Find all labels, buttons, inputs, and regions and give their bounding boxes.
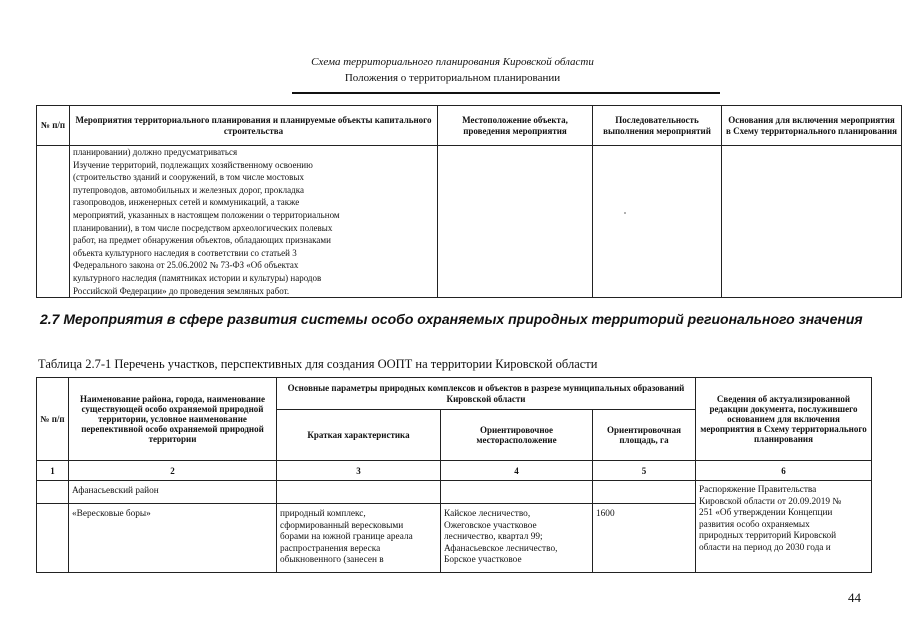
empty-cell — [277, 481, 441, 504]
text-line: Федерального закона от 25.06.2002 № 73-ФЗ «Об объектах — [73, 260, 299, 271]
document-header-subtitle: Положения о территориальном планировании — [344, 72, 561, 84]
text-line: развития особо охраняемых — [699, 519, 810, 530]
location-cell — [441, 504, 593, 573]
text-line: 251 «Об утверждении Концепции — [699, 508, 833, 519]
text-line: Афанасьевское лесничество, — [444, 543, 558, 554]
header-rule — [292, 92, 720, 94]
text-line: путепроводов, автомобильных и железных дорог, прокладка — [73, 184, 304, 195]
col-header-info: Сведения об актуализированной редакции документа, послужившего основанием для включения мероприятия в Схему территориального планирования — [696, 378, 872, 461]
text-line: обыкновенного (занесен в — [280, 555, 384, 566]
column-number: 1 — [37, 461, 69, 481]
text-line: Российской Федерации» до проведения земляных работ. — [73, 285, 290, 296]
empty-cell — [37, 504, 69, 573]
empty-cell — [37, 481, 69, 504]
text-line: Распоряжение Правительства — [699, 485, 817, 495]
document-header-title: Схема территориального планирования Кировской области — [311, 56, 594, 68]
column-number: 4 — [441, 461, 593, 481]
column-number: 3 — [277, 461, 441, 481]
oopt-name: «Вересковые боры» — [69, 504, 277, 573]
district-name: Афанасьевский район — [69, 481, 277, 504]
text-line: сформированный вересковыми — [280, 520, 404, 531]
text-line: планировании), в том числе посредством археологических полевых — [73, 222, 333, 233]
area-cell: 1600 — [593, 504, 696, 573]
col-header-activities: Мероприятия территориального планирования и планируемые объекты капитального строительства — [70, 106, 438, 146]
text-line: области на период до 2030 года и — [699, 542, 831, 553]
text-line: газопроводов, инженерных сетей и коммуникаций, а также — [73, 197, 300, 208]
col-header-num: № п/п — [37, 378, 69, 461]
text-line: природный комплекс, — [280, 509, 366, 519]
text-line: культурного наследия (памятниках истории и культуры) народов — [73, 272, 322, 283]
section-title: 2.7 Мероприятия в сфере развития системы особо охраняемых природных территорий регионального значения — [40, 311, 863, 327]
text-line: Борское участковое — [444, 555, 522, 566]
oopt-table — [36, 377, 872, 573]
col-header-name: Наименование района, города, наименование существующей особо охраняемой природной территории, условное наименование перепективной особо охраняемой природной территории — [69, 378, 277, 461]
text-line: планировании) должно предусматриваться — [73, 147, 238, 157]
col-header-basis: Основания для включения мероприятия в Схему территориального планирования — [722, 106, 902, 146]
col-header-params-group: Основные параметры природных комплексов и объектов в разрезе муниципальных образований Кировской области — [277, 378, 696, 410]
brief-cell — [277, 504, 441, 573]
text-line: работ, на предмет обнаружения объектов, обладающих признаками — [73, 235, 331, 246]
col-header-sequence: Последовательность выполнения мероприятий — [593, 106, 722, 146]
column-number: 5 — [593, 461, 696, 481]
text-line: распространения вереска — [280, 543, 381, 554]
basis-cell — [722, 146, 902, 298]
text-line: Изучение территорий, подлежащих хозяйственному освоению — [73, 159, 313, 170]
column-number: 2 — [69, 461, 277, 481]
empty-cell — [441, 481, 593, 504]
text-line: борами на южной границе ареала — [280, 532, 413, 543]
text-line: объекта культурного наследия в соответствии со статьей 3 — [73, 247, 297, 258]
empty-cell — [593, 481, 696, 504]
col-header-location: Местоположение объекта, проведения мероприятия — [438, 106, 593, 146]
activity-text — [70, 146, 438, 298]
text-line: Кировской области от 20.09.2019 № — [699, 496, 842, 507]
location-cell — [438, 146, 593, 298]
table-caption: Таблица 2.7-1 Перечень участков, перспективных для создания ООПТ на территории Кировской области — [38, 357, 598, 371]
scan-speck — [624, 212, 626, 214]
col-header-brief: Краткая характеристика — [277, 410, 441, 461]
col-header-location: Ориентировочное месторасположение — [441, 410, 593, 461]
col-header-num: № п/п — [37, 106, 70, 146]
text-line: Кайское лесничество, — [444, 509, 531, 519]
text-line: Ожеговское участковое — [444, 520, 537, 531]
text-line: мероприятий, указанных в настоящем положении о территориальном — [73, 209, 340, 220]
top-table — [36, 105, 902, 298]
text-line: лесничество, квартал 99; — [444, 532, 543, 543]
col-header-area: Ориентировочная площадь, га — [593, 410, 696, 461]
sequence-cell — [593, 146, 722, 298]
text-line: (строительство зданий и сооружений, в том числе мостовых — [73, 172, 304, 183]
row-num — [37, 146, 70, 298]
info-cell — [696, 481, 872, 573]
column-number: 6 — [696, 461, 872, 481]
text-line: природных территорий Кировской — [699, 531, 837, 542]
page-number: 44 — [848, 590, 861, 605]
